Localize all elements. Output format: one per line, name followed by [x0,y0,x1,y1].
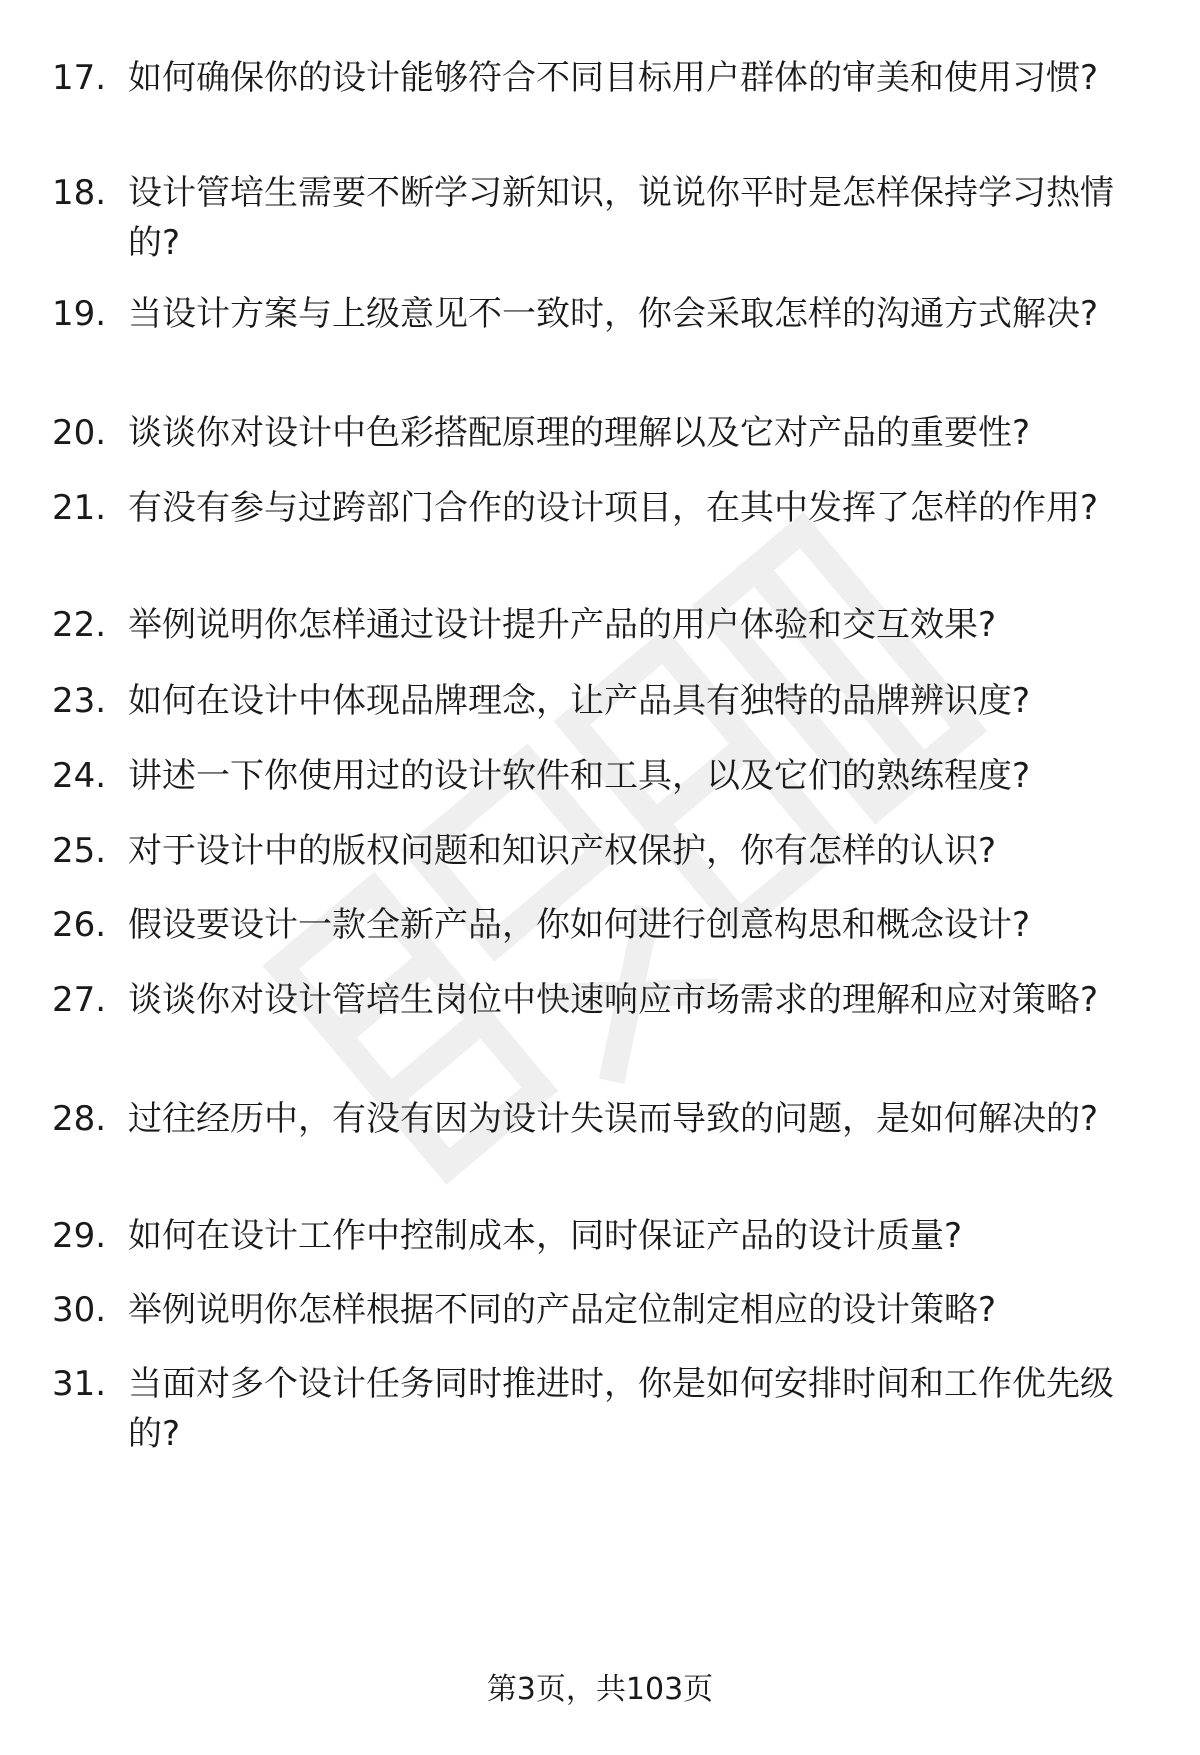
question-number: 17. [52,58,107,98]
question-item [52,408,1152,458]
question-text: 当面对多个设计任务同时推进时，你是如何安排时间和工作优先级的? [128,1364,1114,1454]
question-number: 23. [52,681,107,721]
question-item [52,1285,1152,1335]
question-number: 29. [52,1216,107,1256]
question-number: 30. [52,1290,107,1330]
question-text: 过往经历中，有没有因为设计失误而导致的问题，是如何解决的? [128,1099,1099,1139]
question-number: 18. [52,173,107,213]
question-text: 对于设计中的版权问题和知识产权保护，你有怎样的认识? [128,831,997,871]
question-item [52,1094,1152,1144]
question-text: 如何在设计中体现品牌理念，让产品具有独特的品牌辨识度? [128,681,1031,721]
question-number: 27. [52,980,107,1020]
question-item [52,1211,1152,1261]
question-text: 有没有参与过跨部门合作的设计项目，在其中发挥了怎样的作用? [128,488,1099,528]
question-text: 如何确保你的设计能够符合不同目标用户群体的审美和使用习惯? [128,58,1099,98]
question-text: 假设要设计一款全新产品，你如何进行创意构思和概念设计? [128,905,1031,945]
question-number: 26. [52,905,107,945]
question-number: 24. [52,756,107,796]
question-text: 如何在设计工作中控制成本，同时保证产品的设计质量? [128,1216,963,1256]
question-item [52,676,1152,726]
question-item [52,53,1152,103]
question-text: 当设计方案与上级意见不一致时，你会采取怎样的沟通方式解决? [128,294,1099,334]
question-number: 28. [52,1099,107,1139]
question-text: 谈谈你对设计中色彩搭配原理的理解以及它对产品的重要性? [128,413,1031,453]
question-text: 举例说明你怎样通过设计提升产品的用户体验和交互效果? [128,605,997,645]
question-item [52,168,1152,268]
question-item [52,483,1152,533]
question-number: 19. [52,294,107,334]
question-text: 设计管培生需要不断学习新知识，说说你平时是怎样保持学习热情的? [128,173,1114,263]
question-number: 22. [52,605,107,645]
question-text: 谈谈你对设计管培生岗位中快速响应市场需求的理解和应对策略? [128,980,1099,1020]
question-item [52,751,1152,801]
question-item [52,1359,1152,1459]
question-item [52,900,1152,950]
question-number: 25. [52,831,107,871]
question-number: 31. [52,1364,107,1404]
page-footer: 第3页，共103页 [486,1672,714,1707]
question-number: 21. [52,488,107,528]
question-number: 20. [52,413,107,453]
question-text: 讲述一下你使用过的设计软件和工具，以及它们的熟练程度? [128,756,1031,796]
question-item [52,289,1152,339]
question-item [52,600,1152,650]
question-item [52,826,1152,876]
question-text: 举例说明你怎样根据不同的产品定位制定相应的设计策略? [128,1290,997,1330]
question-item [52,975,1152,1025]
